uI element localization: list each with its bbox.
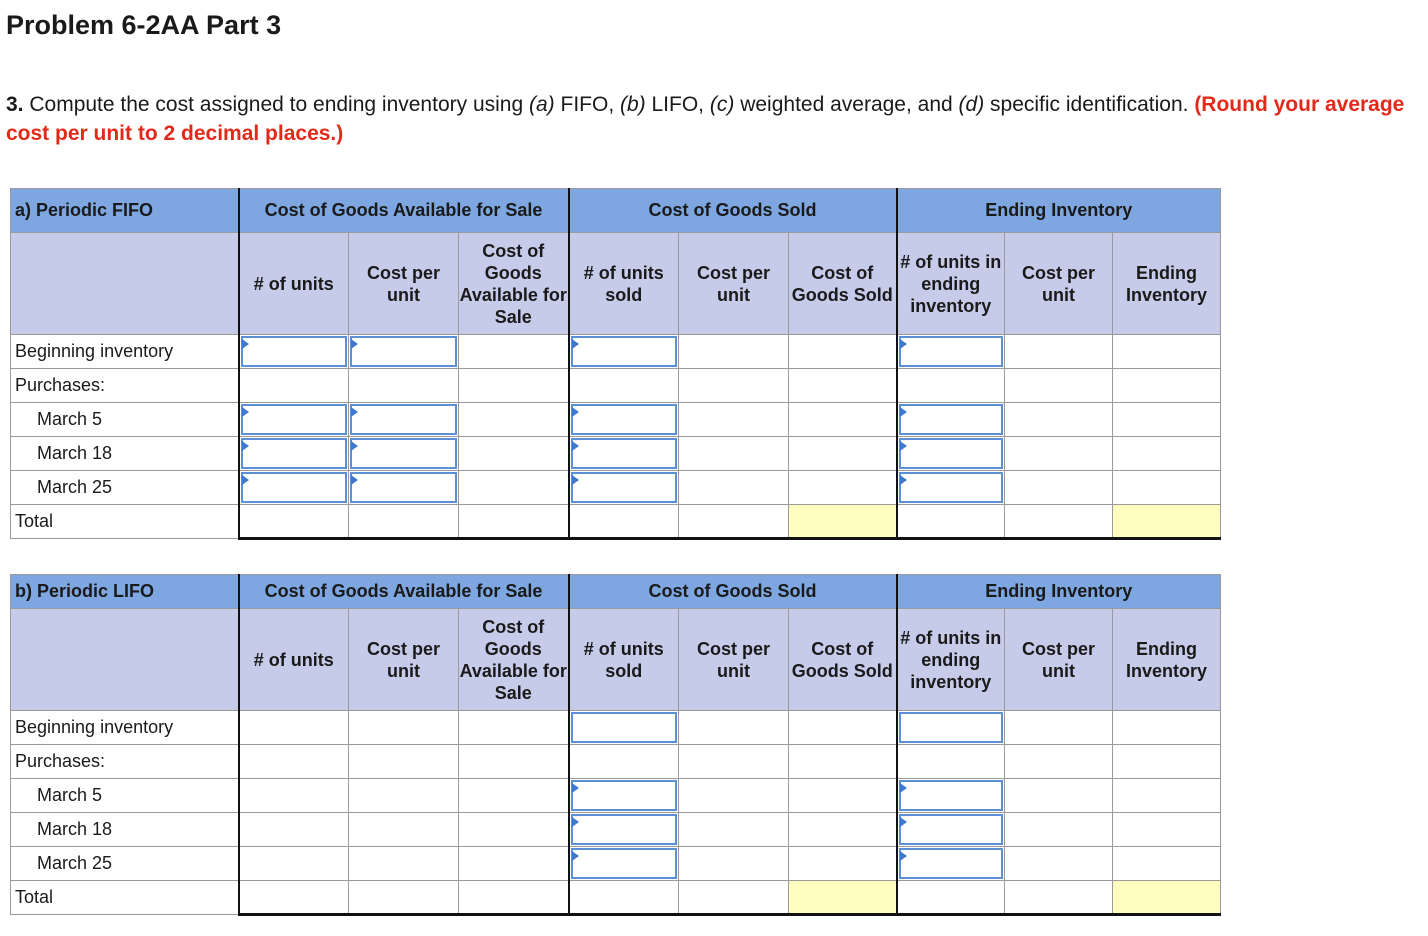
row-label-march18: March 18 bbox=[11, 813, 239, 847]
fifo-march25-cost-input[interactable] bbox=[350, 472, 457, 503]
col-header-cost-per-unit-ending: Cost per unit bbox=[1005, 233, 1113, 335]
row-label-purchases: Purchases: bbox=[11, 369, 239, 403]
lifo-table-title: b) Periodic LIFO bbox=[11, 575, 239, 609]
lifo-total-units-cell bbox=[239, 881, 349, 915]
fifo-total-cogas-cell bbox=[459, 505, 569, 539]
row-label-beginning: Beginning inventory bbox=[11, 711, 239, 745]
fifo-table-title: a) Periodic FIFO bbox=[11, 189, 239, 233]
table-row bbox=[11, 471, 1221, 505]
col-header-cost-per-unit-sold: Cost per unit bbox=[679, 609, 789, 711]
col-header-cogas: Cost of Goods Available for Sale bbox=[459, 233, 569, 335]
fifo-march18-units-sold-input[interactable] bbox=[571, 438, 678, 469]
fifo-beginning-units-ending-input[interactable] bbox=[899, 336, 1004, 367]
col-header-units: # of units bbox=[239, 609, 349, 711]
fifo-march5-units-ending-input[interactable] bbox=[899, 404, 1004, 435]
fifo-march5-cost-input[interactable] bbox=[350, 404, 457, 435]
table-row bbox=[11, 745, 1221, 779]
row-label-march18: March 18 bbox=[11, 437, 239, 471]
fifo-total-units-ending-cell bbox=[897, 505, 1005, 539]
col-header-cogs: Cost of Goods Sold bbox=[789, 233, 897, 335]
row-label-total: Total bbox=[11, 881, 239, 915]
group-header-sold: Cost of Goods Sold bbox=[569, 575, 897, 609]
group-header-ending: Ending Inventory bbox=[897, 189, 1221, 233]
fifo-beginning-units-input[interactable] bbox=[241, 336, 348, 367]
fifo-beginning-cost-sold-cell bbox=[679, 335, 789, 369]
lifo-march18-units-ending-input[interactable] bbox=[899, 814, 1004, 845]
row-label-header bbox=[11, 233, 239, 335]
row-label-header bbox=[11, 609, 239, 711]
fifo-march5-units-input[interactable] bbox=[241, 404, 348, 435]
row-label-march5: March 5 bbox=[11, 779, 239, 813]
lifo-table bbox=[10, 574, 1221, 916]
lifo-total-cogas-cell bbox=[459, 881, 569, 915]
table-row bbox=[11, 437, 1221, 471]
lifo-march25-units-sold-input[interactable] bbox=[571, 848, 678, 879]
col-header-units-ending: # of units in ending inventory bbox=[897, 233, 1005, 335]
table-row bbox=[11, 505, 1221, 539]
col-header-cost-per-unit: Cost per unit bbox=[349, 609, 459, 711]
lifo-march25-units-ending-input[interactable] bbox=[899, 848, 1004, 879]
lifo-march5-units-sold-input[interactable] bbox=[571, 780, 678, 811]
fifo-march18-units-ending-input[interactable] bbox=[899, 438, 1004, 469]
fifo-total-units-cell bbox=[239, 505, 349, 539]
col-header-cost-per-unit-sold: Cost per unit bbox=[679, 233, 789, 335]
fifo-total-ending-inventory-cell bbox=[1113, 505, 1221, 539]
table-row bbox=[11, 711, 1221, 745]
row-label-march25: March 25 bbox=[11, 471, 239, 505]
col-header-cost-per-unit-ending: Cost per unit bbox=[1005, 609, 1113, 711]
table-row bbox=[11, 779, 1221, 813]
lifo-beginning-units-ending-input[interactable] bbox=[899, 712, 1004, 743]
fifo-beginning-ending-cell bbox=[1113, 335, 1221, 369]
rounding-instruction: (Round your average cost per unit to 2 decimal places.) bbox=[6, 93, 1405, 145]
lifo-march5-units-ending-input[interactable] bbox=[899, 780, 1004, 811]
lifo-beginning-units-sold-input[interactable] bbox=[571, 712, 678, 743]
col-header-cost-per-unit: Cost per unit bbox=[349, 233, 459, 335]
fifo-beginning-cogas-cell bbox=[459, 335, 569, 369]
row-label-total: Total bbox=[11, 505, 239, 539]
table-row bbox=[11, 403, 1221, 437]
table-row bbox=[11, 847, 1221, 881]
fifo-total-units-sold-cell bbox=[569, 505, 679, 539]
table-row bbox=[11, 369, 1221, 403]
fifo-march25-units-ending-input[interactable] bbox=[899, 472, 1004, 503]
row-label-march5: March 5 bbox=[11, 403, 239, 437]
table-row bbox=[11, 881, 1221, 915]
lifo-total-units-ending-cell bbox=[897, 881, 1005, 915]
col-header-units-sold: # of units sold bbox=[569, 609, 679, 711]
lifo-total-units-sold-cell bbox=[569, 881, 679, 915]
fifo-march25-units-input[interactable] bbox=[241, 472, 348, 503]
fifo-table bbox=[10, 188, 1221, 540]
group-header-available: Cost of Goods Available for Sale bbox=[239, 189, 569, 233]
fifo-march18-units-input[interactable] bbox=[241, 438, 348, 469]
group-header-sold: Cost of Goods Sold bbox=[569, 189, 897, 233]
col-header-units-sold: # of units sold bbox=[569, 233, 679, 335]
fifo-total-cogs-cell bbox=[789, 505, 897, 539]
col-header-ending-inventory: Ending Inventory bbox=[1113, 233, 1221, 335]
lifo-march18-units-sold-input[interactable] bbox=[571, 814, 678, 845]
question-number: 3. bbox=[6, 93, 24, 116]
row-label-beginning: Beginning inventory bbox=[11, 335, 239, 369]
col-header-units-ending: # of units in ending inventory bbox=[897, 609, 1005, 711]
col-header-units: # of units bbox=[239, 233, 349, 335]
group-header-ending: Ending Inventory bbox=[897, 575, 1221, 609]
fifo-beginning-units-sold-input[interactable] bbox=[571, 336, 678, 367]
group-header-available: Cost of Goods Available for Sale bbox=[239, 575, 569, 609]
fifo-beginning-cost-ending-cell bbox=[1005, 335, 1113, 369]
fifo-march18-cost-input[interactable] bbox=[350, 438, 457, 469]
row-label-purchases: Purchases: bbox=[11, 745, 239, 779]
col-header-cogas: Cost of Goods Available for Sale bbox=[459, 609, 569, 711]
page-title: Problem 6-2AA Part 3 bbox=[6, 10, 282, 40]
fifo-beginning-cogs-cell bbox=[789, 335, 897, 369]
col-header-cogs: Cost of Goods Sold bbox=[789, 609, 897, 711]
question-text: 3. Compute the cost assigned to ending inventory using (a) FIFO, (b) LIFO, (c) weighted average, and (d) specific identification. (Round your average cost per unit to 2 decimal places.) bbox=[6, 93, 1405, 145]
table-row bbox=[11, 813, 1221, 847]
lifo-total-cogs-cell bbox=[789, 881, 897, 915]
fifo-march25-units-sold-input[interactable] bbox=[571, 472, 678, 503]
table-row bbox=[11, 335, 1221, 369]
row-label-march25: March 25 bbox=[11, 847, 239, 881]
lifo-total-ending-inventory-cell bbox=[1113, 881, 1221, 915]
fifo-beginning-cost-input[interactable] bbox=[350, 336, 457, 367]
col-header-ending-inventory: Ending Inventory bbox=[1113, 609, 1221, 711]
fifo-march5-units-sold-input[interactable] bbox=[571, 404, 678, 435]
